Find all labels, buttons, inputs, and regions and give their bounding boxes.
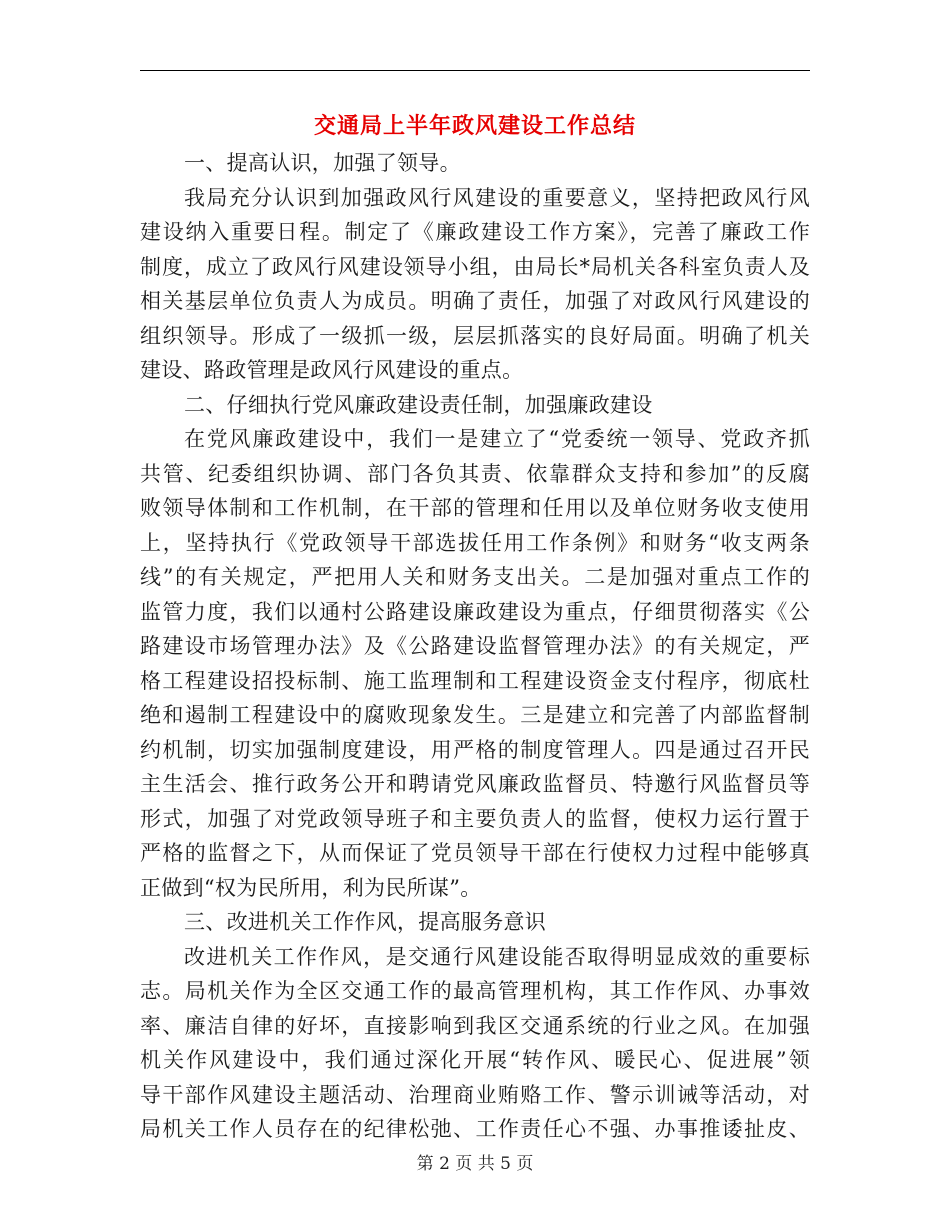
paragraph-line: 正做到“权为民所用，利为民所谋”。 <box>140 875 482 900</box>
paragraph-line: 上，坚持执行《党政领导干部选拔任用工作条例》和财务“收支两条 <box>140 530 810 555</box>
paragraph-line: 共管、纪委组织协调、部门各负其责、依靠群众支持和参加”的反腐 <box>140 461 810 486</box>
paragraph-line: 率、廉洁自律的好坏，直接影响到我区交通系统的行业之风。在加强 <box>140 1013 810 1038</box>
paragraph-line: 建设纳入重要日程。制定了《廉政建设工作方案》，完善了廉政工作 <box>140 220 810 244</box>
paragraph-line: 志。局机关作为全区交通工作的最高管理机构，其工作作风、办事效 <box>140 979 810 1003</box>
paragraph-line: 制度，成立了政风行风建设领导小组，由局长*局机关各科室负责人及 <box>140 254 810 279</box>
paragraph-line: 监管力度，我们以通村公路建设廉政建设为重点，仔细贯彻落实《公 <box>140 599 810 624</box>
paragraph-line: 改进机关工作作风，是交通行风建设能否取得明显成效的重要标 <box>184 944 810 969</box>
paragraph-line: 形式，加强了对党政领导班子和主要负责人的监督，使权力运行置于 <box>140 806 810 831</box>
page-number: 第 2 页 共 5 页 <box>416 1154 534 1174</box>
paragraph-line: 格工程建设招投标制、施工监理制和工程建设资金支付程序，彻底杜 <box>140 668 810 693</box>
paragraph-line: 在党风廉政建设中，我们一是建立了“党委统一领导、党政齐抓 <box>184 427 810 451</box>
paragraph-line: 线”的有关规定，严把用人关和财务支出关。二是加强对重点工作的 <box>140 565 810 589</box>
paragraph-line: 导干部作风建设主题活动、治理商业贿赂工作、警示训诫等活动，对 <box>140 1082 810 1107</box>
paragraph-line: 相关基层单位负责人为成员。明确了责任，加强了对政风行风建设的 <box>140 289 810 313</box>
document-title: 交通局上半年政风建设工作总结 <box>313 113 636 139</box>
paragraph-line: 严格的监督之下，从而保证了党员领导干部在行使权力过程中能够真 <box>140 841 810 865</box>
paragraph-line: 绝和遏制工程建设中的腐败现象发生。三是建立和完善了内部监督制 <box>140 703 810 727</box>
paragraph-line: 组织领导。形成了一级抓一级，层层抓落实的良好局面。明确了机关 <box>140 323 810 348</box>
paragraph-line: 建设、路政管理是政风行风建设的重点。 <box>140 358 524 382</box>
paragraph-line: 局机关工作人员存在的纪律松弛、工作责任心不强、办事推诿扯皮、 <box>140 1117 810 1141</box>
paragraph-line: 路建设市场管理办法》及《公路建设监督管理办法》的有关规定，严 <box>140 634 810 658</box>
header-rule <box>140 70 810 71</box>
paragraph-line: 主生活会、推行政务公开和聘请党风廉政监督员、特邀行风监督员等 <box>140 772 810 796</box>
section-heading: 三、改进机关工作作风，提高服务意识 <box>184 910 547 934</box>
section-heading: 二、仔细执行党风廉政建设责任制，加强廉政建设 <box>184 392 653 417</box>
paragraph-line: 我局充分认识到加强政风行风建设的重要意义，坚持把政风行风 <box>184 185 810 210</box>
document-body <box>140 146 810 1147</box>
paragraph-line: 机关作风建设中，我们通过深化开展“转作风、暖民心、促进展”领 <box>140 1048 810 1072</box>
section-heading: 一、提高认识，加强了领导。 <box>184 151 461 175</box>
paragraph-line: 约机制，切实加强制度建设，用严格的制度管理人。四是通过召开民 <box>140 737 810 762</box>
paragraph-line: 败领导体制和工作机制，在干部的管理和任用以及单位财务收支使用 <box>140 496 810 520</box>
